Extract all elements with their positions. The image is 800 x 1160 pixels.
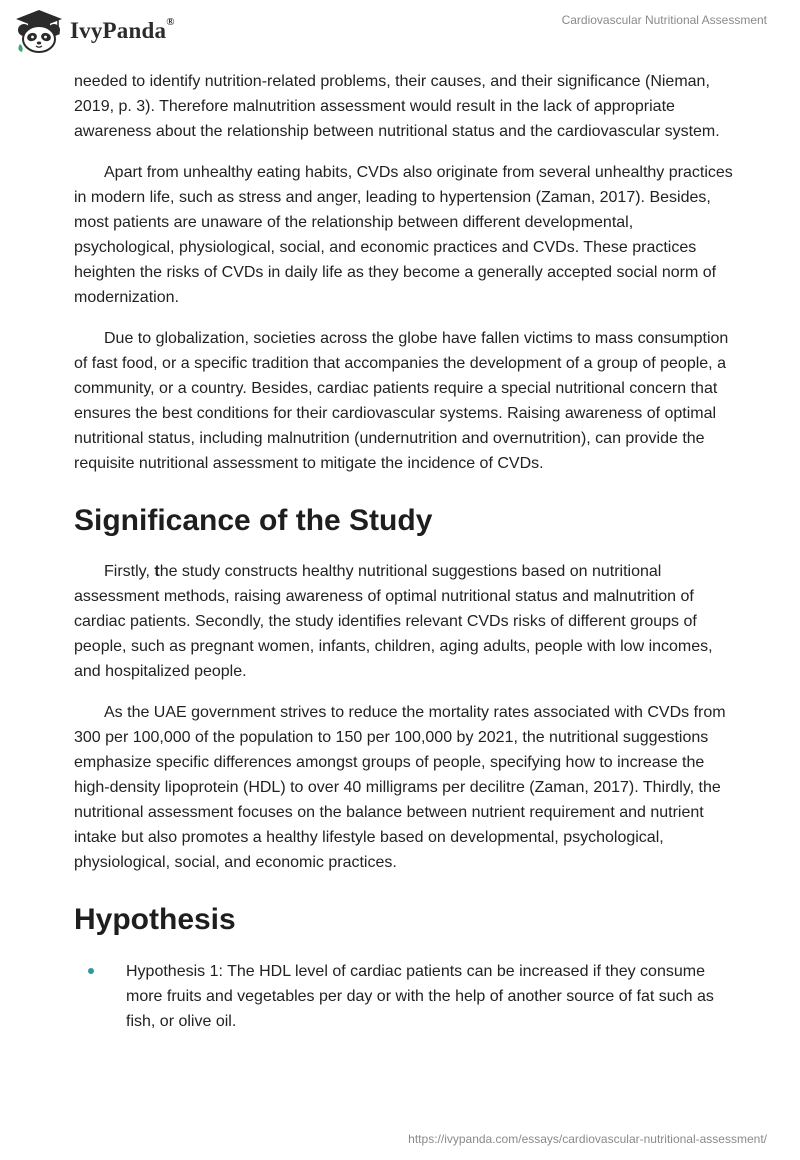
- bullet-icon: [88, 968, 94, 974]
- paragraph-text: he study constructs healthy nutritional suggestions based on nutritional assessment methods, raising awareness of optimal nutritional status and malnutrition of cardiac patients. Secondly, the study identifies relevant CVDs risks of different groups of people, such as pregnant women, infants, children, aging adults, people with low incomes, and hospitalized people.: [74, 563, 713, 680]
- section-heading-hypothesis: Hypothesis: [74, 903, 236, 936]
- registered-mark: ®: [166, 16, 175, 28]
- paragraph-continued: needed to identify nutrition-related problems, their causes, and their significance (Nieman, 2019, p. 3). Therefore malnutrition assessment would result in the lack of appropriate awareness about the relationship between nutritional status and the cardiovascular system.: [74, 73, 720, 140]
- bold-letter: t: [154, 563, 160, 580]
- paragraph: As the UAE government strives to reduce the mortality rates associated with CVDs from 300 per 100,000 of the population to 150 per 100,000 by 2021, the nutritional suggestions emphasize specific differences amongst groups of people, specifying how to increase the high-density lipoprotein (HDL) to over 40 milligrams per decilitre (Zaman, 2017). Thirdly, the nutritional assessment focuses on the balance between nutrient requirement and nutrient intake but also promotes a healthy lifestyle based on developmental, psychological, physiological, social, and economic practices.: [74, 704, 726, 871]
- list-item: [74, 959, 734, 1034]
- source-url[interactable]: https://ivypanda.com/essays/cardiovascular-nutritional-assessment/: [408, 1132, 767, 1146]
- paragraph: Due to globalization, societies across the globe have fallen victims to mass consumption of fast food, or a specific tradition that accompanies the development of a group of people, a community, or a country. Besides, cardiac patients require a special nutritional concern that ensures the best conditions for their cardiovascular systems. Raising awareness of optimal nutritional status, including malnutrition (undernutrition and overnutrition), can provide the requisite nutritional assessment to mitigate the incidence of CVDs.: [74, 330, 729, 472]
- page-header: [0, 0, 800, 66]
- essay-content: [74, 69, 734, 1034]
- brand-name: IvyPanda®: [70, 16, 175, 43]
- paragraph: Apart from unhealthy eating habits, CVDs also originate from several unhealthy practices in modern life, such as stress and anger, leading to hypertension (Zaman, 2017). Besides, most patients are unaware of the relationship between different developmental, psychological, physiological, social, and economic practices and CVDs. These practices heighten the risks of CVDs in daily life as they become a generally accepted social norm of modernization.: [74, 164, 733, 306]
- document-title: Cardiovascular Nutritional Assessment: [561, 13, 767, 27]
- panda-graduation-cap-icon: [14, 8, 64, 54]
- hypothesis-list: [74, 959, 734, 1034]
- hypothesis-text: Hypothesis 1: The HDL level of cardiac patients can be increased if they consume more fruits and vegetables per day or with the help of another source of fat such as fish, or olive oil.: [126, 963, 714, 1030]
- section-heading-significance: Significance of the Study: [74, 504, 433, 537]
- paragraph: [74, 559, 734, 684]
- paragraph-prefix: Firstly,: [104, 563, 155, 580]
- brand-logo[interactable]: [14, 8, 175, 54]
